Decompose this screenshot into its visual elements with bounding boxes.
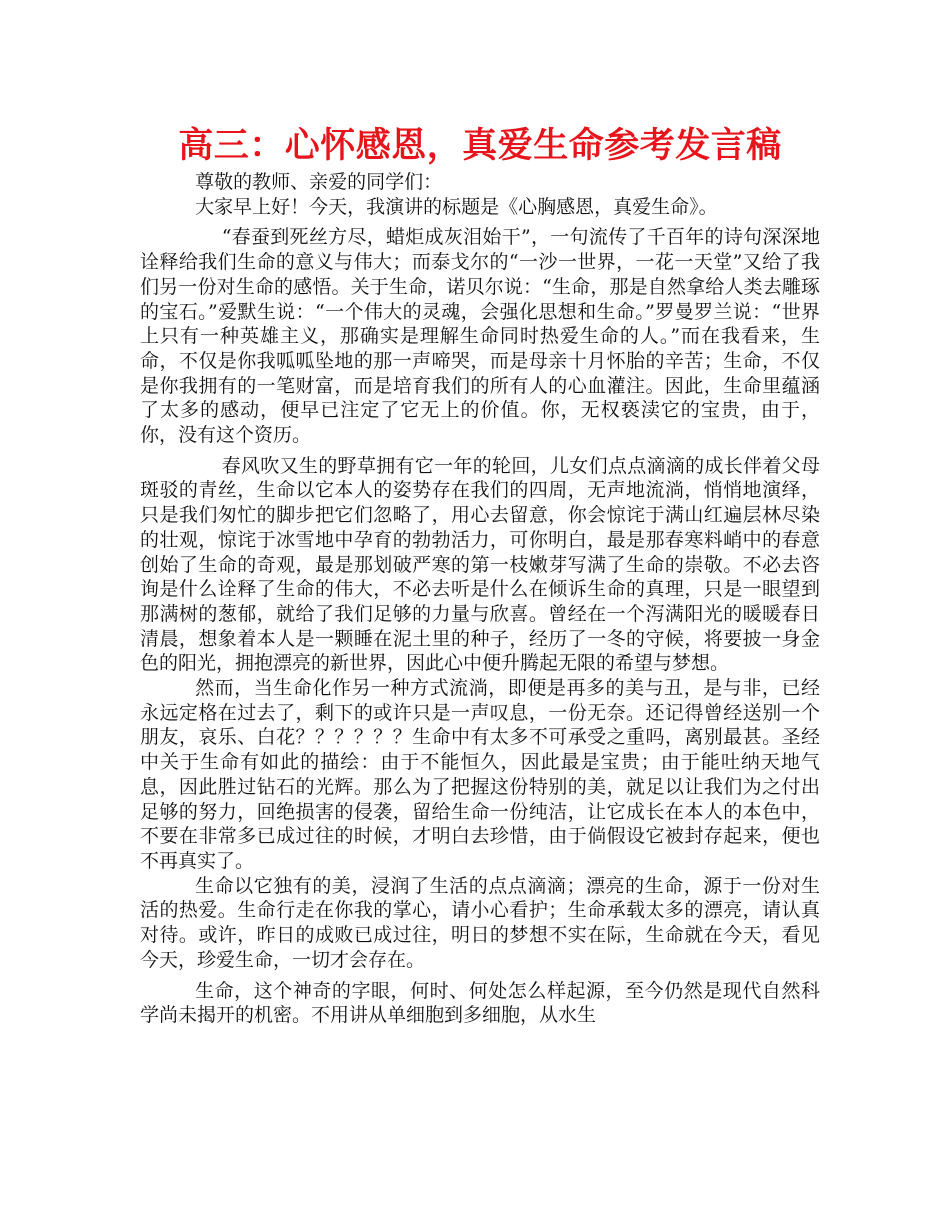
document-title: 高三：心怀感恩，真爱生命参考发言稿 <box>178 126 782 166</box>
paragraph-meaning-of-life: “春蚕到死丝方尽，蜡炬成灰泪始干”，一句流传了千百年的诗句深深地诠释给我们生命的意义与伟大；而泰戈尔的“一沙一世界，一花一天堂”又给了我们另一份对生命的感悟。关于生命，诺贝尔说：“生命，那是自然拿给人类去雕琢的宝石。”爱默生说：“一个伟大的灵魂，会强化思想和生命。”罗曼罗兰说：“世界上只有一种英雄主义，那确实是理解生命同时热爱生命的人。”而在我看来，生命，不仅是你我呱呱坠地的那一声啼哭，而是母亲十月怀胎的辛苦；生命，不仅是你我拥有的一笔财富，而是培育我们的所有人的心血灌注。因此，生命里蕴涵了太多的感动，便早已注定了它无上的价值。你，无权亵渎它的宝贵，由于，你，没有这个资历。 <box>140 226 820 447</box>
paragraph-cherish-today: 生命以它独有的美，浸润了生活的点点滴滴；漂亮的生命，源于一份对生活的热爱。生命行走在你我的掌心，请小心看护；生命承载太多的漂亮，请认真对待。或许，昨日的成败已成过往，明日的梦想不实在际，生命就在今天，看见今天，珍爱生命，一切才会存在。 <box>140 874 820 971</box>
document-page <box>140 0 820 1028</box>
paragraph-origin-of-life: 生命，这个神奇的字眼，何时、何处怎么样起源，至今仍然是现代自然科学尚未揭开的机密。不用讲从单细胞到多细胞，从水生 <box>140 979 820 1027</box>
salutation: 尊敬的教师、亲爱的同学们： <box>195 171 443 193</box>
paragraph-farewell: 然而，当生命化作另一种方式流淌，即便是再多的美与丑，是与非，已经永远定格在过去了，剩下的或许只是一声叹息，一份无奈。还记得曾经送别一个朋友，哀乐、白花？？？？？？生命中有太多不可承受之重吗，离别最甚。圣经中关于生命有如此的描绘：由于不能恒久，因此最是宝贵；由于能吐纳天地气息，因此胜过钻石的光辉。那么为了把握这份特别的美，就足以让我们为之付出足够的努力，回绝损害的侵袭，留给生命一份纯洁，让它成长在本人的本色中，不要在非常多已成过往的时候，才明白去珍惜，由于倘假设它被封存起来，便也不再真实了。 <box>140 677 820 872</box>
paragraph-greeting: 大家早上好！今天，我演讲的标题是《心胸感恩，真爱生命》。 <box>195 195 718 218</box>
paragraph-spring-growth: 春风吹又生的野草拥有它一年的轮回，儿女们点点滴滴的成长伴着父母斑驳的青丝，生命以它本人的姿势存在我们的四周，无声地流淌，悄悄地演绎，只是我们匆忙的脚步把它们忽略了，用心去留意，你会惊诧于满山红遍层林尽染的壮观，惊诧于冰雪地中孕育的勃勃活力，可你明白，最是那春寒料峭中的春意创始了生命的奇观，最是那划破严寒的第一枝嫩芽写满了生命的崇敬。不必去咨询是什么诠释了生命的伟大，不必去听是什么在倾诉生命的真理，只是一眼望到那满树的葱郁，就给了我们足够的力量与欣喜。曾经在一个泻满阳光的暖暖春日清晨，想象着本人是一颗睡在泥土里的种子，经历了一冬的守候，将要披一身金色的阳光，拥抱漂亮的新世界，因此心中便升腾起无限的希望与梦想。 <box>140 454 820 675</box>
